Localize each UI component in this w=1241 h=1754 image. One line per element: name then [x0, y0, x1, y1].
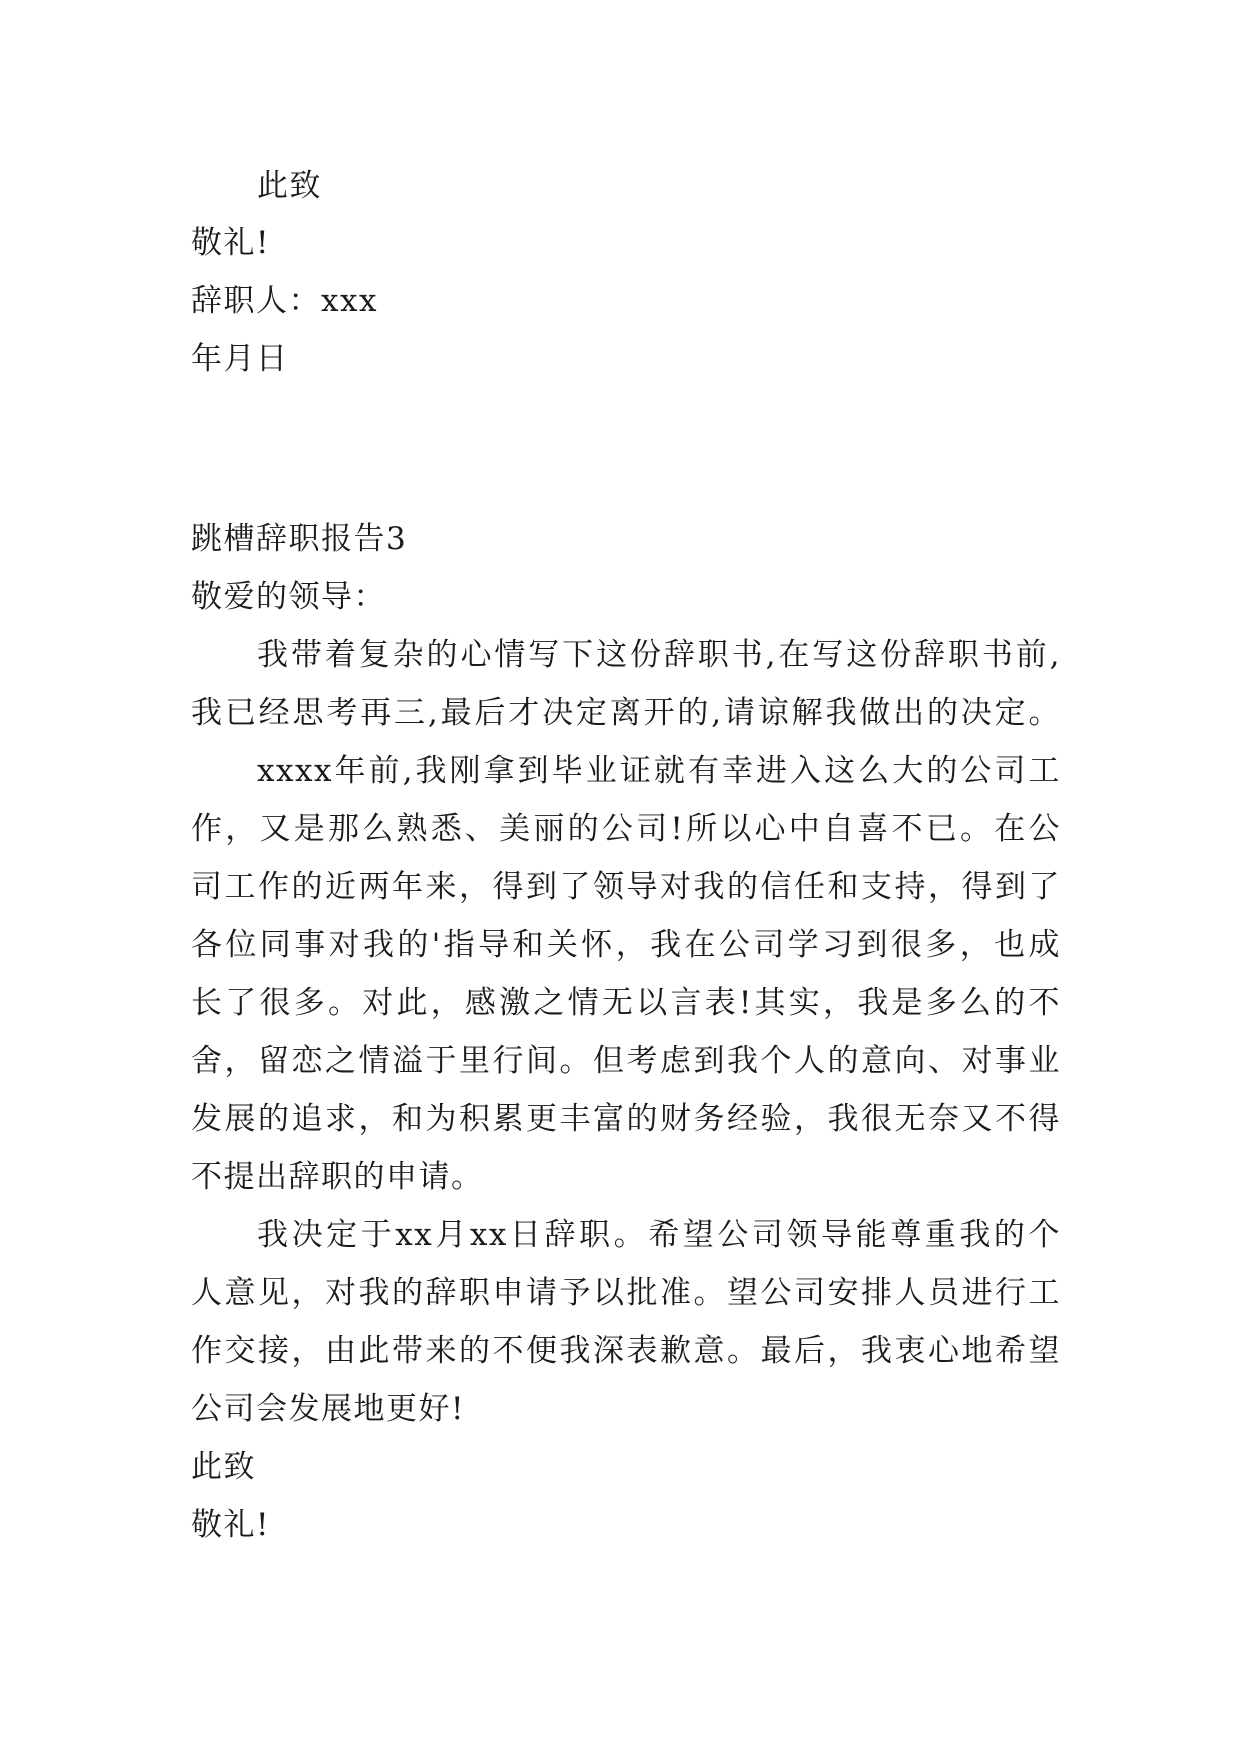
paragraph-line: 发展的追求，和为积累更丰富的财务经验，我很无奈又不得 — [191, 1101, 1061, 1137]
paragraph-line: xxxx年前,我刚拿到毕业证就有幸进入这么大的公司工 — [257, 753, 1061, 789]
paragraph-line: 舍，留恋之情溢于里行间。但考虑到我个人的意向、对事业 — [191, 1043, 1061, 1079]
paragraph-line: 长了很多。对此，感激之情无以言表!其实，我是多么的不 — [191, 985, 1061, 1021]
paragraph-line: 人意见，对我的辞职申请予以批准。望公司安排人员进行工 — [191, 1275, 1061, 1311]
paragraph-line: 不提出辞职的申请。 — [191, 1159, 484, 1195]
paragraph-line: 各位同事对我的'指导和关怀，我在公司学习到很多，也成 — [191, 927, 1061, 963]
paragraph-line: 我带着复杂的心情写下这份辞职书,在写这份辞职书前, — [257, 637, 1061, 673]
paragraph-line: 我已经思考再三,最后才决定离开的,请谅解我做出的决定。 — [191, 695, 1061, 731]
report-regards: 敬礼! — [191, 1507, 270, 1543]
paragraph-line: 我决定于xx月xx日辞职。希望公司领导能尊重我的个 — [257, 1217, 1061, 1253]
report-greeting: 敬爱的领导： — [191, 579, 386, 615]
paragraph-line: 作交接，由此带来的不便我深表歉意。最后，我衷心地希望 — [191, 1333, 1061, 1369]
date-line: 年月日 — [191, 341, 289, 377]
report-salute: 此致 — [191, 1449, 256, 1485]
closing-salute: 此致 — [257, 168, 322, 204]
paragraph-line: 司工作的近两年来，得到了领导对我的信任和支持，得到了 — [191, 869, 1061, 905]
closing-regards: 敬礼! — [191, 225, 270, 261]
paragraph-line: 公司会发展地更好! — [191, 1391, 465, 1427]
signer-line: 辞职人：xxx — [191, 283, 378, 319]
report-title: 跳槽辞职报告3 — [191, 521, 408, 557]
paragraph-line: 作，又是那么熟悉、美丽的公司!所以心中自喜不已。在公 — [191, 811, 1061, 847]
